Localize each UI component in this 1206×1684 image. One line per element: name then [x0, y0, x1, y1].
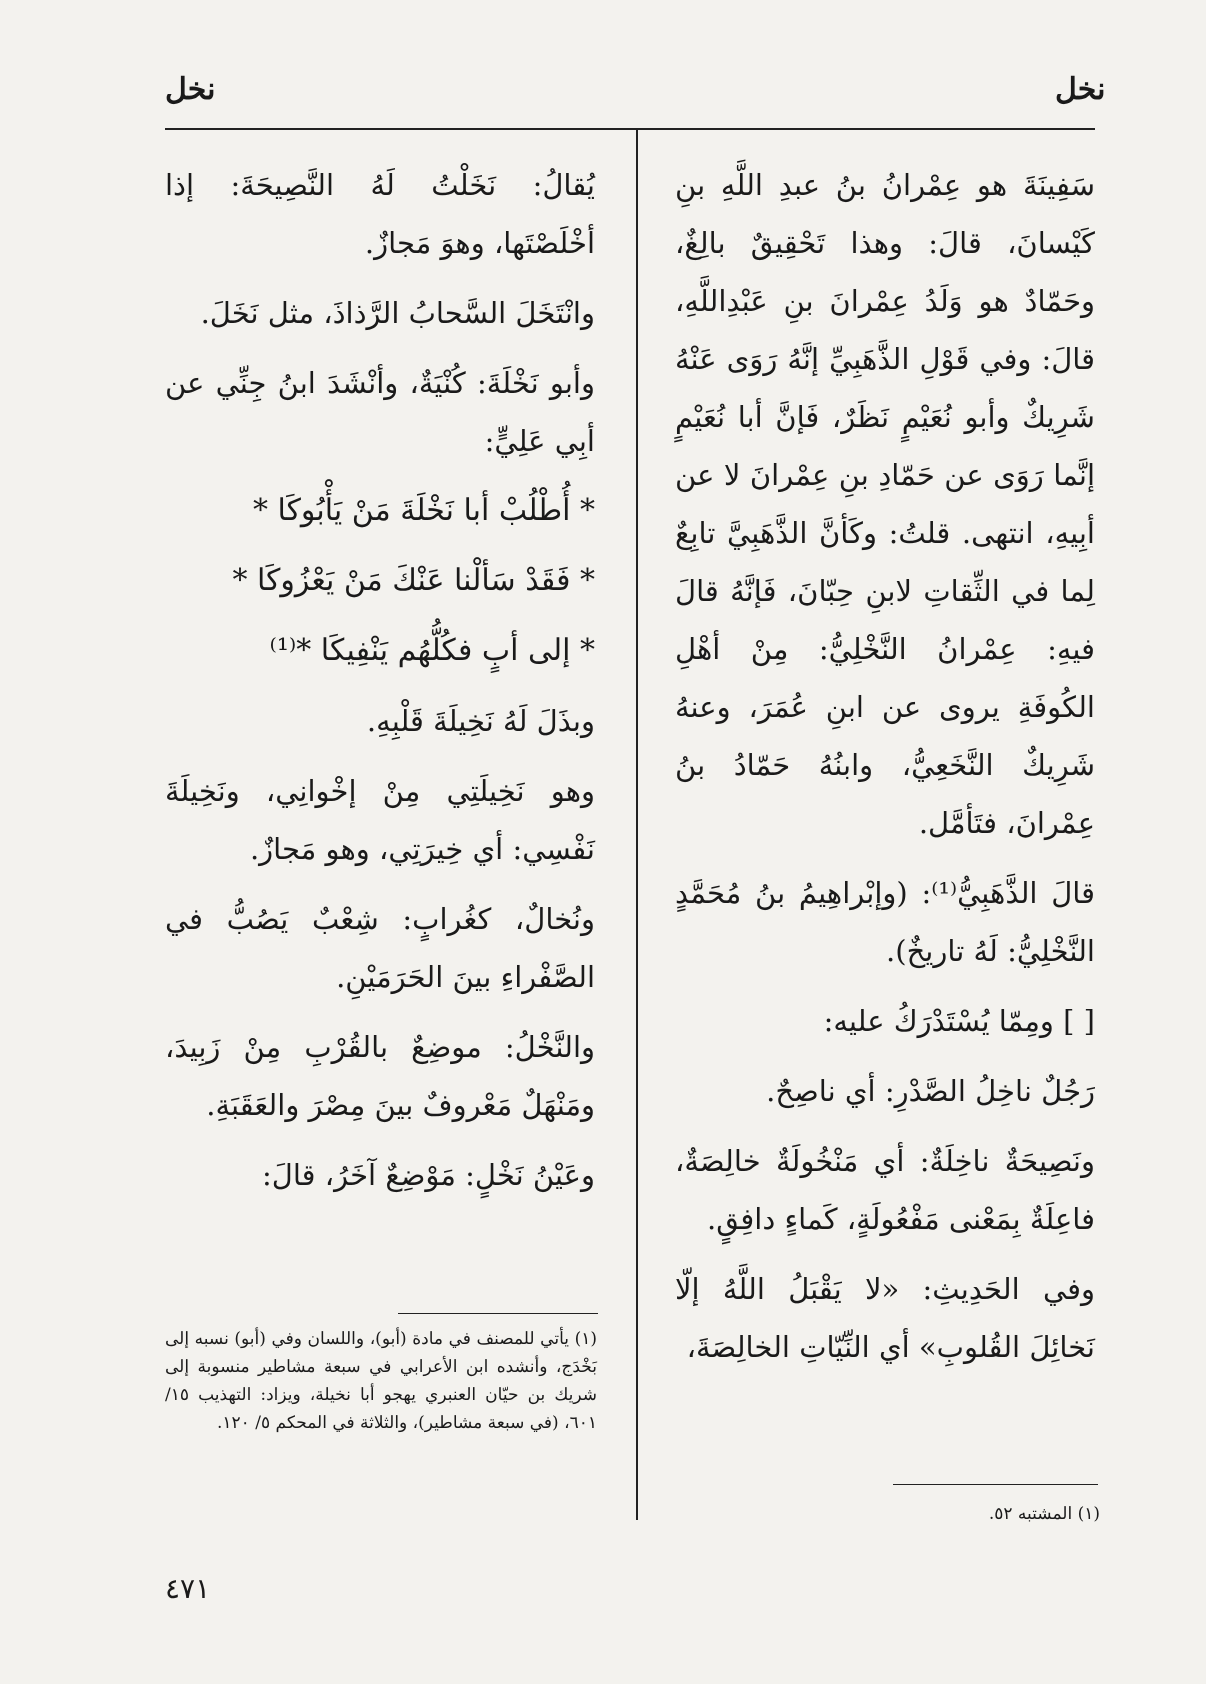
right-column [675, 156, 1095, 1388]
paragraph: سَفِينَةَ هو عِمْرانُ بنُ عبدِ اللَّهِ بنِ كَيْسانَ، قالَ: وهذا تَحْقِيقٌ بالِغٌ، وحَمّادٌ هو وَلَدُ عِمْرانَ بنِ عَبْدِاللَّهِ، قالَ: وفي قَوْلِ الذَّهَبِيِّ إنَّهُ رَوَى عَنْهُ شَرِيكٌ وأبو نُعَيْمٍ نَظَرٌ، فَإنَّ أبا نُعَيْمٍ إنَّما رَوَى عن حَمّادِ بنِ عِمْرانَ لا عن أبِيهِ، انتهى. قلتُ: وكَأنَّ الذَّهَبِيَّ تابِعٌ لِما في الثِّقاتِ لابنِ حِبّانَ، فَإنَّهُ قالَ فيهِ: عِمْرانُ النَّخْلِيُّ: مِنْ أهْلِ الكُوفَةِ يروى عن ابنِ عُمَرَ، وعنهُ شَرِيكٌ النَّخَعِيُّ، وابنُهُ حَمّادُ بنُ عِمْرانَ، فتَأمَّل. [675, 168, 1095, 840]
column-divider [636, 130, 638, 1520]
page-number: ٤٧١ [165, 1572, 211, 1605]
footnote-rule-left [398, 1313, 598, 1314]
paragraph: وهو نَخِيلَتِي مِنْ إخْوانِي، ونَخِيلَةَ نَفْسِي: أي خِيرَتِي، وهو مَجازٌ. [165, 774, 595, 866]
paragraph: ونَصِيحَةٌ ناخِلَةٌ: أي مَنْخُولَةٌ خالِصَةٌ، فاعِلَةٌ بِمَعْنى مَفْعُولَةٍ، كَماءٍ دافِقٍ. [675, 1144, 1095, 1236]
paragraph: قالَ الذَّهَبِيُّ⁽¹⁾: (وإبْراهِيمُ بنُ مُحَمَّدٍ النَّخْلِيُّ: لَهُ تاريخٌ). [675, 876, 1095, 968]
paragraph: [ ] ومِمّا يُسْتَدْرَكُ عليه: [823, 1004, 1095, 1038]
left-column [165, 156, 595, 1216]
header-left-word: نخل [165, 72, 216, 107]
verse-line: * فَقَدْ سَألْنا عَنْكَ مَنْ يَعْزُوكَا * [232, 563, 595, 598]
paragraph: وعَيْنُ نَخْلٍ: مَوْضِعٌ آخَرُ، قالَ: [262, 1158, 595, 1192]
paragraph: ونُخالٌ، كغُرابٍ: شِعْبٌ يَصُبُّ في الصَّفْراءِ بينَ الحَرَمَيْنِ. [165, 902, 595, 994]
paragraph: والنَّخْلُ: موضِعٌ بالقُرْبِ مِنْ زَبِيدَ، ومَنْهَلٌ مَعْروفٌ بينَ مِصْرَ والعَقَبَةِ. [165, 1030, 595, 1122]
paragraph: يُقالُ: نَخَلْتُ لَهُ النَّصِيحَةَ: إذا أخْلَصْتَها، وهوَ مَجازٌ. [165, 168, 595, 260]
paragraph: رَجُلٌ ناخِلُ الصَّدْرِ: أي ناصِحٌ. [766, 1074, 1095, 1108]
footnote-rule-right [893, 1484, 1098, 1485]
header-rule [165, 128, 1095, 130]
paragraph: وبذَلَ لَهُ نَخِيلَةَ قَلْبِهِ. [366, 704, 595, 738]
paragraph: وانْتَخَلَ السَّحابُ الرَّذاذَ، مثل نَخَلَ. [200, 296, 595, 330]
paragraph: وفي الحَدِيثِ: «لا يَقْبَلُ اللَّهُ إلّا نَخائِلَ القُلوبِ» أي النِّيّاتِ الخالِصَةَ، [675, 1272, 1095, 1364]
verse-line: * إلى أبٍ فكُلُّهُم يَنْفِيكَا *⁽¹⁾ [269, 633, 595, 668]
paragraph: وأبو نَخْلَةَ: كُنْيَةٌ، وأنْشَدَ ابنُ جِنِّي عن أبِي عَلِيٍّ: [165, 366, 595, 458]
header-right-word: نخل [1055, 72, 1106, 107]
verse-line: * أُطْلُبْ أبا نَخْلَةَ مَنْ يَأْبُوكَا * [252, 493, 595, 528]
footnote-right: (١) المشتبه ٥٢. [988, 1504, 1100, 1524]
footnote-left: (١) يأتي للمصنف في مادة (أبو)، واللسان وفي (أبو) نسبه إلى بَخْدَج، وأنشده ابن الأعرابي في سبعة مشاطير منسوبة إلى شريك بن حيّان العنبري يهجو أبا نخيلة، ويزاد: التهذيب ١٥/ ٦٠١، (في سبعة مشاطير)، والثلاثة في المحكم ٥/ ١٢٠. [165, 1329, 597, 1433]
